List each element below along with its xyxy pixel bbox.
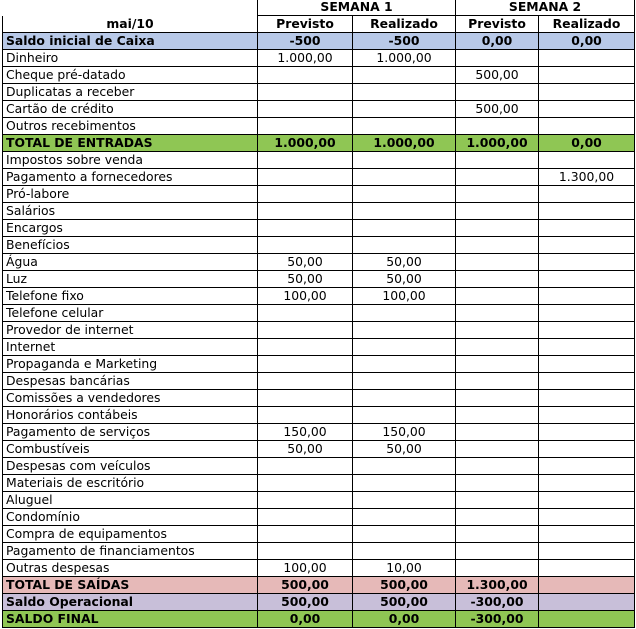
table-row xyxy=(3,50,635,67)
row-label-cell[interactable]: Luz xyxy=(3,271,258,288)
value-cell[interactable] xyxy=(258,356,353,373)
table-row xyxy=(3,526,635,543)
value-cell[interactable]: -500 xyxy=(353,33,456,50)
value-cell[interactable] xyxy=(539,492,635,509)
value-cell[interactable] xyxy=(539,594,635,611)
value-cell[interactable]: 0,00 xyxy=(539,135,635,152)
value-cell[interactable]: 500,00 xyxy=(456,101,539,118)
value-cell[interactable] xyxy=(539,152,635,169)
row-label-cell[interactable]: Provedor de internet xyxy=(3,322,258,339)
value-cell[interactable] xyxy=(539,101,635,118)
value-cell[interactable] xyxy=(456,220,539,237)
value-cell[interactable] xyxy=(456,271,539,288)
table-row xyxy=(3,169,635,186)
table-row xyxy=(3,33,635,50)
value-cell[interactable] xyxy=(353,237,456,254)
value-cell[interactable] xyxy=(456,203,539,220)
row-label-cell[interactable]: Água xyxy=(3,254,258,271)
corner-cell xyxy=(3,0,258,16)
value-cell[interactable] xyxy=(539,339,635,356)
value-cell[interactable] xyxy=(456,509,539,526)
row-label-cell[interactable]: Telefone fixo xyxy=(3,288,258,305)
row-label-cell[interactable]: Honorários contábeis xyxy=(3,407,258,424)
table-row xyxy=(3,424,635,441)
table-row xyxy=(3,475,635,492)
value-cell[interactable] xyxy=(353,152,456,169)
value-cell[interactable] xyxy=(353,407,456,424)
value-cell[interactable] xyxy=(258,203,353,220)
value-cell[interactable] xyxy=(258,458,353,475)
value-cell[interactable] xyxy=(539,509,635,526)
table-row xyxy=(3,458,635,475)
value-cell[interactable] xyxy=(456,390,539,407)
value-cell[interactable] xyxy=(539,220,635,237)
value-cell[interactable] xyxy=(258,339,353,356)
value-cell[interactable] xyxy=(539,526,635,543)
row-label-cell[interactable]: Despesas bancárias xyxy=(3,373,258,390)
value-cell[interactable] xyxy=(258,305,353,322)
value-cell[interactable] xyxy=(353,118,456,135)
row-label-cell[interactable]: Encargos xyxy=(3,220,258,237)
value-cell[interactable] xyxy=(456,84,539,101)
value-cell[interactable] xyxy=(539,407,635,424)
value-cell[interactable]: 100,00 xyxy=(258,560,353,577)
value-cell[interactable] xyxy=(353,509,456,526)
value-cell[interactable] xyxy=(258,373,353,390)
value-cell[interactable]: 1.000,00 xyxy=(258,135,353,152)
value-cell[interactable] xyxy=(539,577,635,594)
table-row xyxy=(3,594,635,611)
table-row xyxy=(3,339,635,356)
value-cell[interactable] xyxy=(456,288,539,305)
value-cell[interactable] xyxy=(456,407,539,424)
row-label-cell[interactable]: Dinheiro xyxy=(3,50,258,67)
value-cell[interactable] xyxy=(539,543,635,560)
row-label-cell[interactable]: Saldo inicial de Caixa xyxy=(3,33,258,50)
value-cell[interactable] xyxy=(258,492,353,509)
value-cell[interactable]: 0,00 xyxy=(353,611,456,628)
value-cell[interactable]: 500,00 xyxy=(456,67,539,84)
value-cell[interactable] xyxy=(539,356,635,373)
value-cell[interactable] xyxy=(539,84,635,101)
value-cell[interactable] xyxy=(456,492,539,509)
week-2-header[interactable]: SEMANA 2 xyxy=(456,0,635,16)
row-label-cell[interactable]: SALDO FINAL xyxy=(3,611,258,628)
value-cell[interactable] xyxy=(539,271,635,288)
value-cell[interactable] xyxy=(456,356,539,373)
table-row xyxy=(3,492,635,509)
row-label-cell[interactable]: Internet xyxy=(3,339,258,356)
value-cell[interactable] xyxy=(258,475,353,492)
table-row xyxy=(3,220,635,237)
value-cell[interactable] xyxy=(353,492,456,509)
table-row xyxy=(3,577,635,594)
value-cell[interactable] xyxy=(456,169,539,186)
value-cell[interactable] xyxy=(539,254,635,271)
value-cell[interactable] xyxy=(353,305,456,322)
table-row xyxy=(3,543,635,560)
row-label-cell[interactable]: Condomínio xyxy=(3,509,258,526)
value-cell[interactable] xyxy=(539,118,635,135)
value-cell[interactable] xyxy=(539,560,635,577)
week-header-row xyxy=(3,0,635,16)
row-label-cell[interactable]: Salários xyxy=(3,203,258,220)
value-cell[interactable] xyxy=(353,339,456,356)
value-cell[interactable]: 0,00 xyxy=(258,611,353,628)
value-cell[interactable]: 1.000,00 xyxy=(456,135,539,152)
value-cell[interactable] xyxy=(539,322,635,339)
value-cell[interactable] xyxy=(456,373,539,390)
value-cell[interactable] xyxy=(258,186,353,203)
value-cell[interactable]: 0,00 xyxy=(539,33,635,50)
row-label-cell[interactable]: Combustíveis xyxy=(3,441,258,458)
value-cell[interactable] xyxy=(456,254,539,271)
value-cell[interactable] xyxy=(353,101,456,118)
value-cell[interactable]: 100,00 xyxy=(258,288,353,305)
period-label[interactable]: mai/10 xyxy=(3,16,258,33)
row-label-cell[interactable]: Duplicatas a receber xyxy=(3,84,258,101)
column-header-row xyxy=(3,16,635,33)
table-row xyxy=(3,237,635,254)
value-cell[interactable] xyxy=(456,322,539,339)
value-cell[interactable] xyxy=(539,390,635,407)
value-cell[interactable] xyxy=(456,475,539,492)
table-row xyxy=(3,118,635,135)
value-cell[interactable]: -300,00 xyxy=(456,611,539,628)
value-cell[interactable] xyxy=(456,186,539,203)
value-cell[interactable] xyxy=(539,50,635,67)
row-label-cell[interactable]: Pagamento de financiamentos xyxy=(3,543,258,560)
value-cell[interactable] xyxy=(539,475,635,492)
table-row xyxy=(3,560,635,577)
value-cell[interactable] xyxy=(539,288,635,305)
value-cell[interactable]: 50,00 xyxy=(258,254,353,271)
value-cell[interactable] xyxy=(258,84,353,101)
value-cell[interactable] xyxy=(456,339,539,356)
value-cell[interactable] xyxy=(456,441,539,458)
value-cell[interactable] xyxy=(456,560,539,577)
row-label-cell[interactable]: Aluguel xyxy=(3,492,258,509)
table-row xyxy=(3,407,635,424)
row-label-cell[interactable]: Telefone celular xyxy=(3,305,258,322)
value-cell[interactable] xyxy=(353,526,456,543)
value-cell[interactable]: 50,00 xyxy=(353,441,456,458)
table-row xyxy=(3,356,635,373)
value-cell[interactable]: -500 xyxy=(258,33,353,50)
value-cell[interactable] xyxy=(539,237,635,254)
value-cell[interactable] xyxy=(258,220,353,237)
header-realizado-week-2[interactable]: Realizado xyxy=(539,16,635,33)
value-cell[interactable]: 150,00 xyxy=(258,424,353,441)
value-cell[interactable] xyxy=(258,509,353,526)
value-cell[interactable]: -300,00 xyxy=(456,594,539,611)
value-cell[interactable] xyxy=(353,84,456,101)
value-cell[interactable] xyxy=(353,169,456,186)
table-row xyxy=(3,152,635,169)
value-cell[interactable] xyxy=(258,67,353,84)
row-label-cell[interactable]: Outras despesas xyxy=(3,560,258,577)
row-label-cell[interactable]: Despesas com veículos xyxy=(3,458,258,475)
value-cell[interactable]: 150,00 xyxy=(353,424,456,441)
row-label-cell[interactable]: Pagamento a fornecedores xyxy=(3,169,258,186)
header-realizado-week-1[interactable]: Realizado xyxy=(353,16,456,33)
row-label-cell[interactable]: Comissões a vendedores xyxy=(3,390,258,407)
value-cell[interactable] xyxy=(456,543,539,560)
value-cell[interactable] xyxy=(456,152,539,169)
value-cell[interactable] xyxy=(353,373,456,390)
table-row xyxy=(3,254,635,271)
value-cell[interactable] xyxy=(258,543,353,560)
table-row xyxy=(3,322,635,339)
row-label-cell[interactable]: Compra de equipamentos xyxy=(3,526,258,543)
table-row xyxy=(3,305,635,322)
value-cell[interactable] xyxy=(353,458,456,475)
row-label-cell[interactable]: Outros recebimentos xyxy=(3,118,258,135)
row-label-cell[interactable]: Pró-labore xyxy=(3,186,258,203)
value-cell[interactable] xyxy=(258,118,353,135)
value-cell[interactable] xyxy=(539,373,635,390)
value-cell[interactable] xyxy=(539,186,635,203)
table-row xyxy=(3,271,635,288)
table-row xyxy=(3,611,635,628)
value-cell[interactable] xyxy=(539,203,635,220)
value-cell[interactable] xyxy=(353,475,456,492)
value-cell[interactable]: 100,00 xyxy=(353,288,456,305)
table-row xyxy=(3,373,635,390)
value-cell[interactable]: 1.000,00 xyxy=(353,50,456,67)
row-label-cell[interactable]: Propaganda e Marketing xyxy=(3,356,258,373)
value-cell[interactable] xyxy=(353,186,456,203)
value-cell[interactable] xyxy=(258,407,353,424)
value-cell[interactable]: 1.300,00 xyxy=(456,577,539,594)
table-row xyxy=(3,84,635,101)
row-label-cell[interactable]: Cheque pré-datado xyxy=(3,67,258,84)
value-cell[interactable] xyxy=(456,237,539,254)
value-cell[interactable] xyxy=(258,237,353,254)
week-1-header[interactable]: SEMANA 1 xyxy=(258,0,456,16)
value-cell[interactable] xyxy=(456,526,539,543)
value-cell[interactable] xyxy=(456,458,539,475)
table-row xyxy=(3,135,635,152)
value-cell[interactable] xyxy=(258,390,353,407)
value-cell[interactable] xyxy=(258,322,353,339)
value-cell[interactable] xyxy=(353,203,456,220)
row-label-cell[interactable]: Saldo Operacional xyxy=(3,594,258,611)
cash-flow-table xyxy=(2,0,635,628)
value-cell[interactable]: 1.000,00 xyxy=(353,135,456,152)
value-cell[interactable] xyxy=(258,101,353,118)
header-previsto-week-1[interactable]: Previsto xyxy=(258,16,353,33)
value-cell[interactable] xyxy=(456,305,539,322)
table-row xyxy=(3,101,635,118)
table-row xyxy=(3,186,635,203)
table-row xyxy=(3,441,635,458)
row-label-cell[interactable]: TOTAL DE SAÍDAS xyxy=(3,577,258,594)
header-previsto-week-2[interactable]: Previsto xyxy=(456,16,539,33)
value-cell[interactable]: 50,00 xyxy=(353,271,456,288)
value-cell[interactable]: 1.000,00 xyxy=(258,50,353,67)
value-cell[interactable] xyxy=(353,322,456,339)
value-cell[interactable] xyxy=(353,390,456,407)
value-cell[interactable] xyxy=(456,50,539,67)
value-cell[interactable] xyxy=(258,152,353,169)
row-label-cell[interactable]: Impostos sobre venda xyxy=(3,152,258,169)
value-cell[interactable]: 50,00 xyxy=(353,254,456,271)
table-row xyxy=(3,390,635,407)
value-cell[interactable] xyxy=(353,67,456,84)
table-row xyxy=(3,509,635,526)
value-cell[interactable]: 50,00 xyxy=(258,441,353,458)
table-row xyxy=(3,288,635,305)
value-cell[interactable]: 500,00 xyxy=(353,577,456,594)
value-cell[interactable] xyxy=(353,543,456,560)
value-cell[interactable] xyxy=(456,118,539,135)
value-cell[interactable]: 500,00 xyxy=(258,577,353,594)
row-label-cell[interactable]: Cartão de crédito xyxy=(3,101,258,118)
value-cell[interactable]: 50,00 xyxy=(258,271,353,288)
value-cell[interactable] xyxy=(539,67,635,84)
table-row xyxy=(3,67,635,84)
row-label-cell[interactable]: Pagamento de serviços xyxy=(3,424,258,441)
value-cell[interactable] xyxy=(539,305,635,322)
value-cell[interactable] xyxy=(539,611,635,628)
value-cell[interactable] xyxy=(456,424,539,441)
value-cell[interactable]: 0,00 xyxy=(456,33,539,50)
value-cell[interactable] xyxy=(539,424,635,441)
value-cell[interactable]: 1.300,00 xyxy=(539,169,635,186)
value-cell[interactable] xyxy=(258,526,353,543)
row-label-cell[interactable]: Materiais de escritório xyxy=(3,475,258,492)
row-label-cell[interactable]: Benefícios xyxy=(3,237,258,254)
value-cell[interactable]: 500,00 xyxy=(353,594,456,611)
value-cell[interactable]: 500,00 xyxy=(258,594,353,611)
value-cell[interactable] xyxy=(353,356,456,373)
value-cell[interactable] xyxy=(539,458,635,475)
value-cell[interactable] xyxy=(539,441,635,458)
row-label-cell[interactable]: TOTAL DE ENTRADAS xyxy=(3,135,258,152)
value-cell[interactable] xyxy=(258,169,353,186)
value-cell[interactable]: 10,00 xyxy=(353,560,456,577)
value-cell[interactable] xyxy=(353,220,456,237)
table-row xyxy=(3,203,635,220)
